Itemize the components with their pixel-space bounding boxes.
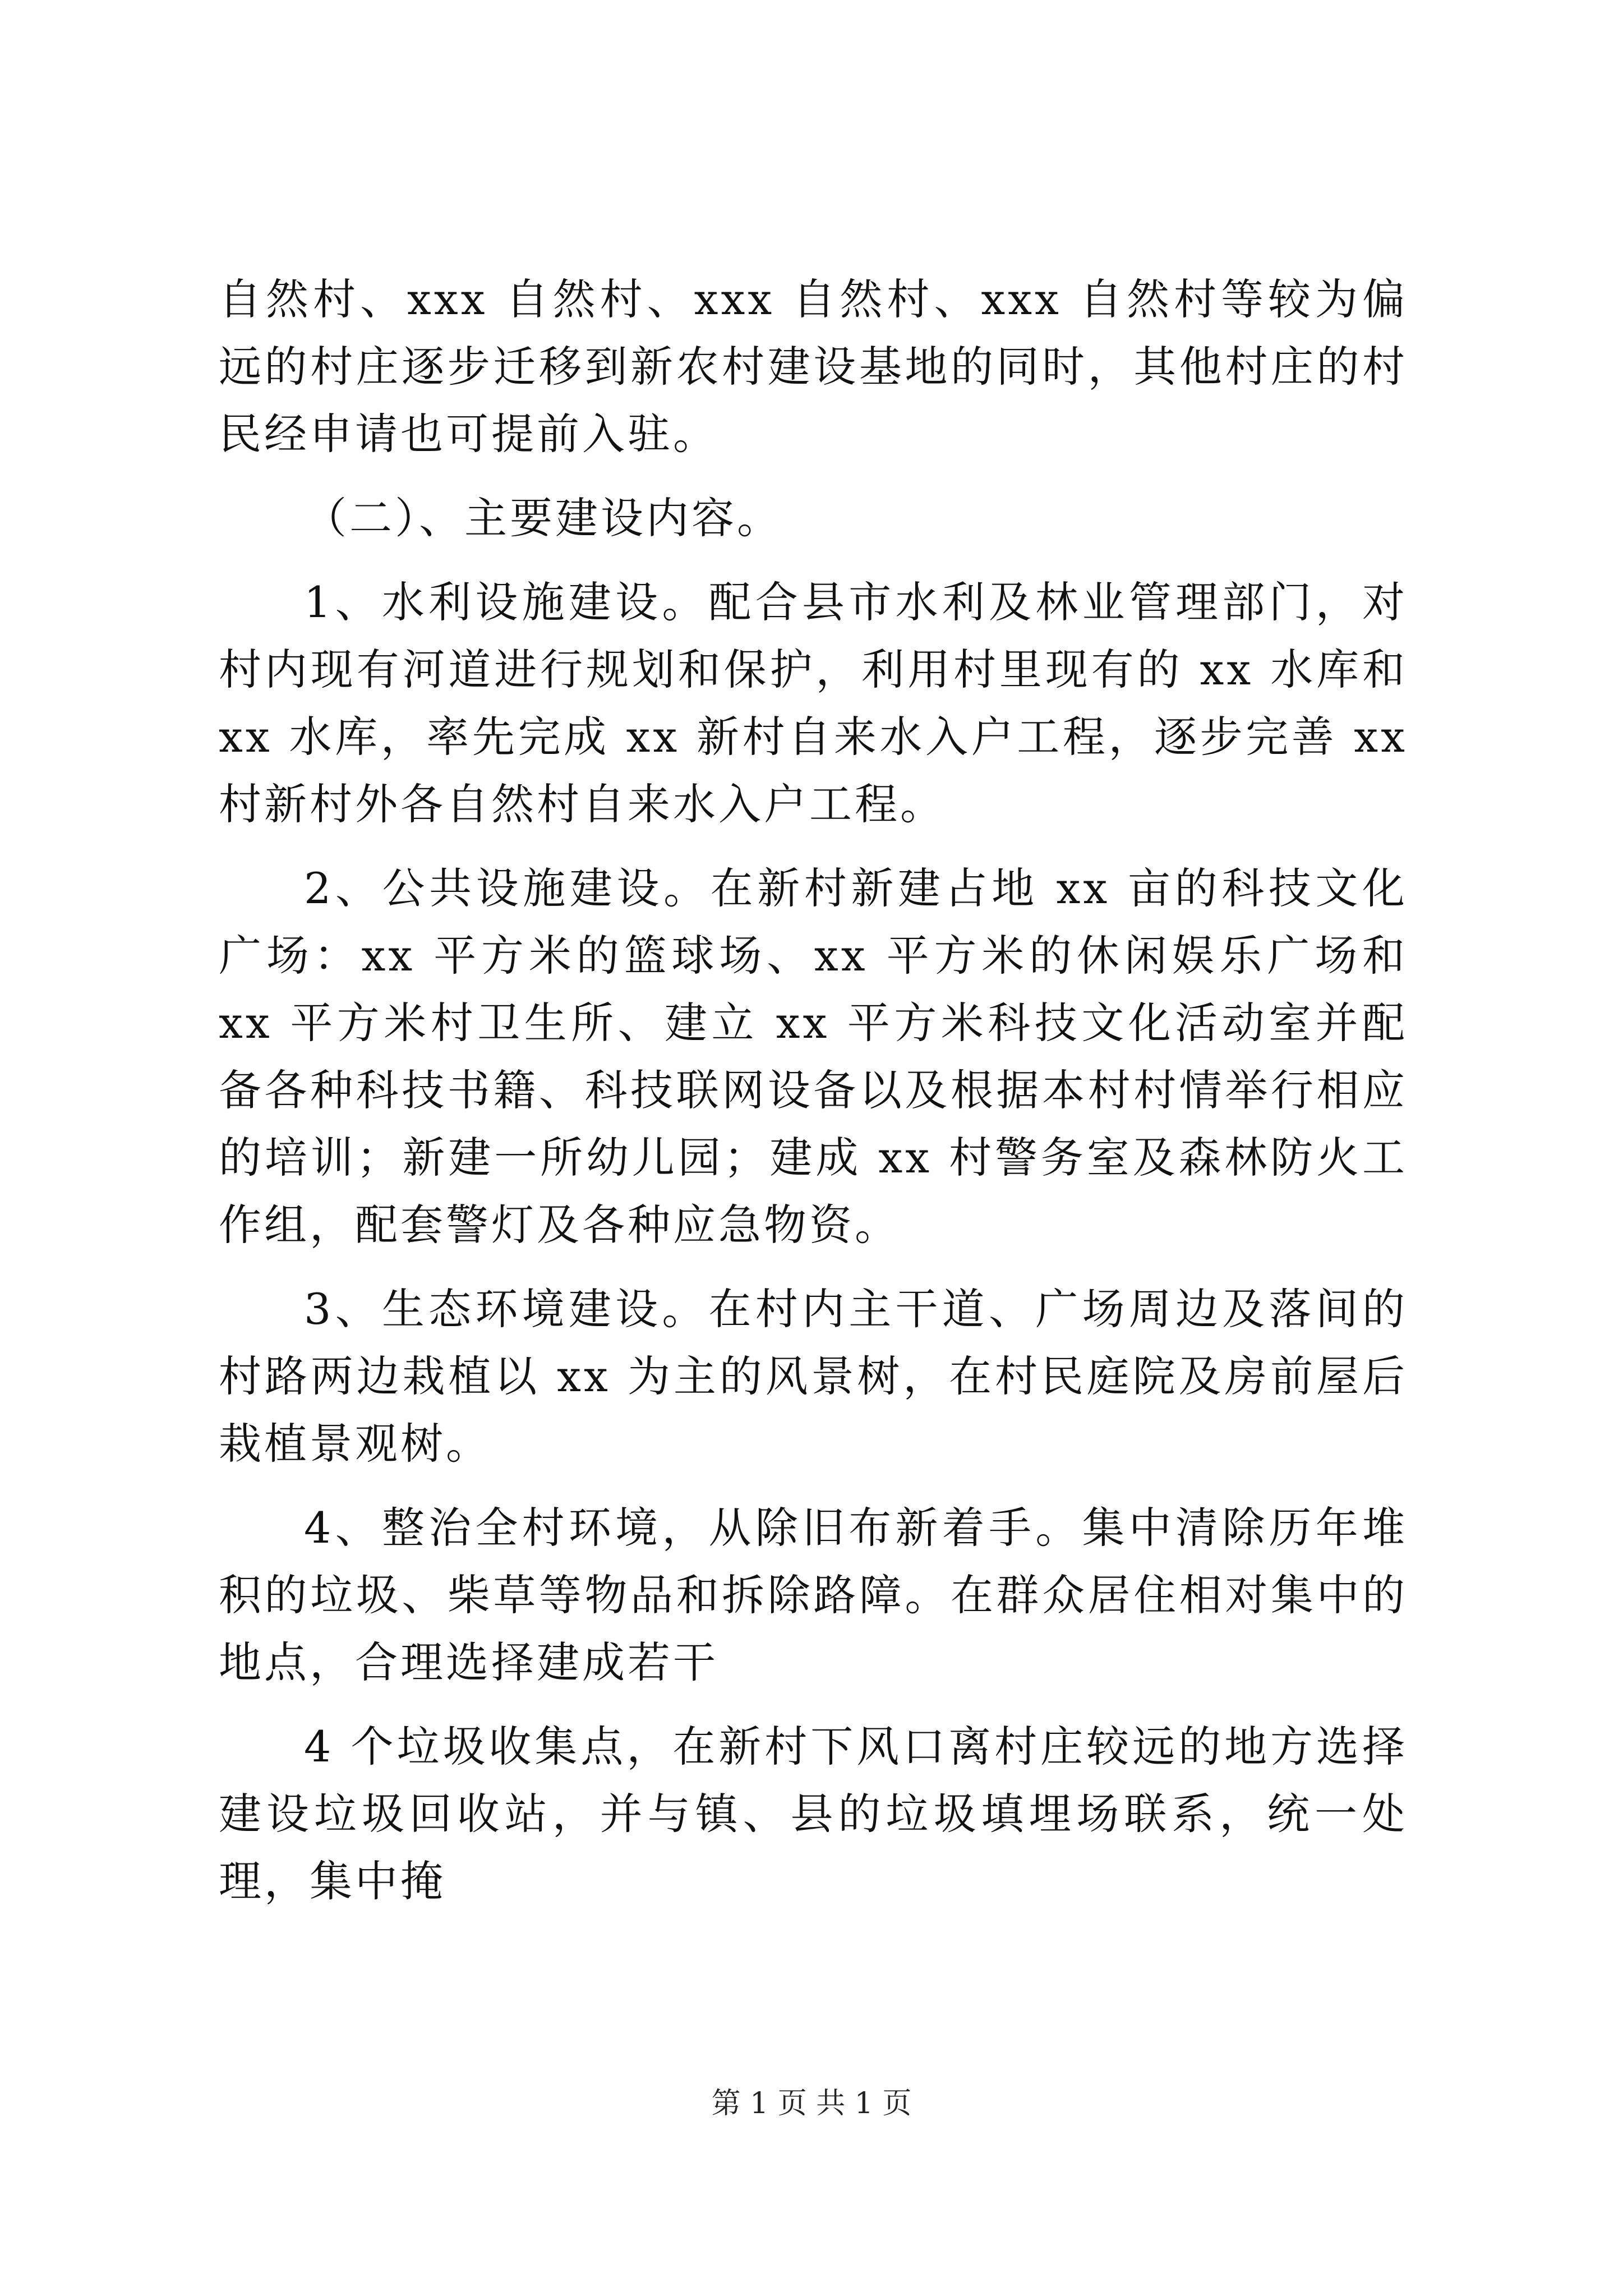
section-heading: （二）、主要建设内容。: [304, 493, 782, 543]
paragraph-ecological-environment: 3、生态环境建设。在村内主干道、广场周边及落间的村路两边栽植以 xx 为主的风景树，在村民庭院及房前屋后栽植景观树。: [219, 1284, 1408, 1469]
paragraph-garbage-collection: 4 个垃圾收集点，在新村下风口离村庄较远的地方选择建设垃圾回收站，并与镇、县的垃圾填埋场联系，统一处理，集中掩: [219, 1722, 1408, 1906]
page-number: 第 1 页 共 1 页: [711, 2087, 912, 2120]
page-footer: [0, 2084, 1623, 2123]
paragraph-continuation: 自然村、xxx 自然村、xxx 自然村、xxx 自然村等较为偏远的村庄逐步迁移到新农村建设基地的同时，其他村庄的村民经申请也可提前入驻。: [219, 274, 1408, 459]
document-body: [219, 266, 1408, 1915]
paragraph-village-cleanup: 4、整治全村环境，从除旧布新着手。集中清除历年堆积的垃圾、柴草等物品和拆除路障。在群众居住相对集中的地点，合理选择建成若干: [219, 1503, 1408, 1687]
paragraph-public-facilities: 2、公共设施建设。在新村新建占地 xx 亩的科技文化广场：xx 平方米的篮球场、xx 平方米的休闲娱乐广场和 xx 平方米村卫生所、建立 xx 平方米科技文化活动室并配备各种科技书籍、科技联网设备以及根据本村村情举行相应的培训；新建一所幼儿园；建成 xx 村警务室及森林防火工作组，配套警灯及各种应急物资。: [219, 863, 1408, 1250]
paragraph-water-facilities: 1、水利设施建设。配合县市水利及林业管理部门，对村内现有河道进行规划和保护，利用村里现有的 xx 水库和 xx 水库，率先完成 xx 新村自来水入户工程，逐步完善 xx 村新村外各自然村自来水入户工程。: [219, 577, 1408, 829]
